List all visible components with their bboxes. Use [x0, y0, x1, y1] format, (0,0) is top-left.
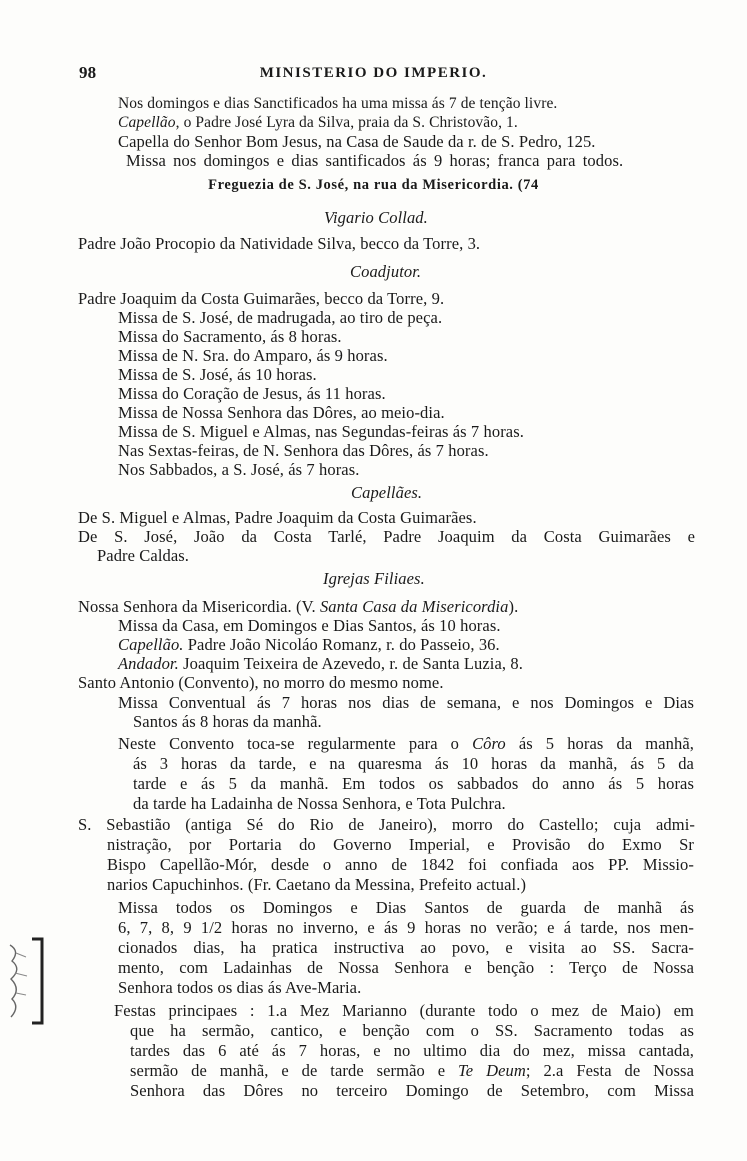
text-line: De S. José, João da Costa Tarlé, Padre Joaquim da Costa Guimarães e [78, 527, 695, 546]
text-line: Nos domingos e dias Sanctificados ha uma missa ás 7 de tenção livre. [118, 95, 558, 112]
text-line: Bispo Capellão-Mór, desde o anno de 1842 foi confiada aos PP. Missio- [107, 855, 694, 874]
text-line: narios Capuchinhos. (Fr. Caetano da Messina, Prefeito actual.) [107, 875, 527, 894]
text-line [78, 597, 518, 616]
text-line: Festas principaes : 1.a Mez Marianno (durante todo o mez de Maio) em [114, 1001, 694, 1020]
text-line: 6, 7, 8, 9 1/2 horas no inverno, e ás 9 horas no verão; e á tarde, nos men- [118, 918, 694, 937]
mass-schedule-line: Missa de Nossa Senhora das Dôres, ao meio-dia. [118, 403, 445, 422]
text-line: da tarde ha Ladainha de Nossa Senhora, e Tota Pulchra. [133, 794, 506, 813]
subheading: Capellães. [351, 483, 423, 502]
mass-schedule-line: Missa de S. José, ás 10 horas. [118, 365, 317, 384]
text-line [118, 734, 694, 753]
text-line: Missa todos os Domingos e Dias Santos de guarda de manhã ás [118, 898, 694, 917]
text-line: Missa Conventual ás 7 horas nos dias de semana, e nos Domingos e Dias [118, 693, 694, 712]
text-line: ás 3 horas da tarde, e na quaresma ás 10 horas da manhã, ás 5 da [133, 754, 694, 773]
text-line: Padre Caldas. [97, 546, 190, 565]
text-line [118, 635, 500, 654]
text-line: S. Sebastião (antiga Sé do Rio de Janeiro), morro do Castello; cuja admi- [78, 815, 695, 834]
running-title: MINISTERIO DO IMPERIO. [259, 65, 488, 81]
text-fragment: Côro [472, 734, 506, 753]
mass-schedule-line: Missa do Sacramento, ás 8 horas. [118, 327, 342, 346]
text-line: cionados dias, ha pratica instructiva ao povo, e visita ao SS. Sacra- [118, 938, 694, 957]
mass-schedule-line: Missa de N. Sra. do Amparo, ás 9 horas. [118, 346, 388, 365]
text-fragment: ás 5 horas da manhã, [505, 734, 694, 753]
text-fragment: ). [508, 597, 519, 616]
text-line: Missa da Casa, em Domingos e Dias Santos, ás 10 horas. [118, 616, 501, 635]
text-line: nistração, por Portaria do Governo Imperial, e Provisão do Exmo Sr [107, 835, 694, 854]
mass-schedule-line: Nos Sabbados, a S. José, ás 7 horas. [118, 460, 360, 479]
text-line: tardes das 6 até ás 7 horas, e no ultimo dia do mez, missa cantada, [130, 1041, 694, 1060]
bracket-mark-icon [2, 935, 48, 1027]
text-fragment: Santa Casa da Misericordia [319, 597, 509, 616]
subheading: Igrejas Filiaes. [323, 569, 425, 588]
text-line: De S. Miguel e Almas, Padre Joaquim da Costa Guimarães. [78, 508, 477, 527]
text-fragment: ; 2.a Festa de Nossa [525, 1061, 694, 1080]
text-fragment: Padre João Nicoláo Romanz, r. do Passeio, 36. [183, 635, 500, 654]
text-line: mento, com Ladainhas de Nossa Senhora e benção : Terço de Nossa [118, 958, 694, 977]
text-line: Senhora todos os dias ás Ave-Maria. [118, 978, 362, 997]
text-fragment: Capellão [118, 114, 176, 131]
text-line: Senhora das Dôres no terceiro Domingo de Setembro, com Missa [130, 1081, 694, 1100]
text-line: tarde e ás 5 da manhã. Em todos os sabbados do anno ás 5 horas [133, 774, 694, 793]
text-line: que ha sermão, cantico, e benção com o SS. Sacramento todas as [130, 1021, 694, 1040]
text-line: Santo Antonio (Convento), no morro do mesmo nome. [78, 673, 444, 692]
text-line [118, 113, 518, 132]
text-line: Missa nos domingos e dias santificados ás 9 horas; franca para todos. [126, 151, 624, 170]
mass-schedule-line: Missa do Coração de Jesus, ás 11 horas. [118, 384, 386, 403]
text-fragment: Te Deum [458, 1061, 526, 1080]
page-number: 98 [79, 63, 97, 82]
text-fragment: Joaquim Teixeira de Azevedo, r. de Santa Luzia, 8. [178, 654, 523, 673]
mass-schedule-line: Missa de S. Miguel e Almas, nas Segundas-feiras ás 7 horas. [118, 422, 524, 441]
bracket-mark-icon [2, 935, 48, 1027]
section-heading: Freguezia de S. José, na rua da Misericordia. (74 [208, 177, 539, 193]
text-line: Padre João Procopio da Natividade Silva, becco da Torre, 3. [78, 234, 481, 253]
text-line: Padre Joaquim da Costa Guimarães, becco da Torre, 9. [78, 289, 445, 308]
text-fragment: sermão de manhã, e de tarde sermão e [130, 1061, 459, 1080]
subheading: Vigario Collad. [324, 208, 428, 227]
text-fragment: Andador. [118, 654, 179, 673]
subheading: Coadjutor. [350, 262, 422, 281]
text-fragment: Nossa Senhora da Misericordia. (V. [78, 597, 320, 616]
text-line: Santos ás 8 horas da manhã. [133, 712, 322, 731]
text-fragment: Capellão. [118, 635, 184, 654]
text-fragment: Neste Convento toca-se regularmente para o [118, 734, 473, 753]
text-line: Capella do Senhor Bom Jesus, na Casa de Saude da r. de S. Pedro, 125. [118, 132, 596, 151]
mass-schedule-line: Nas Sextas-feiras, de N. Senhora das Dôres, ás 7 horas. [118, 441, 489, 460]
text-line [118, 654, 523, 673]
mass-schedule-line: Missa de S. José, de madrugada, ao tiro de peça. [118, 308, 443, 327]
text-line [130, 1061, 694, 1080]
text-fragment: , o Padre José Lyra da Silva, praia da S. Christovão, 1. [175, 114, 518, 131]
